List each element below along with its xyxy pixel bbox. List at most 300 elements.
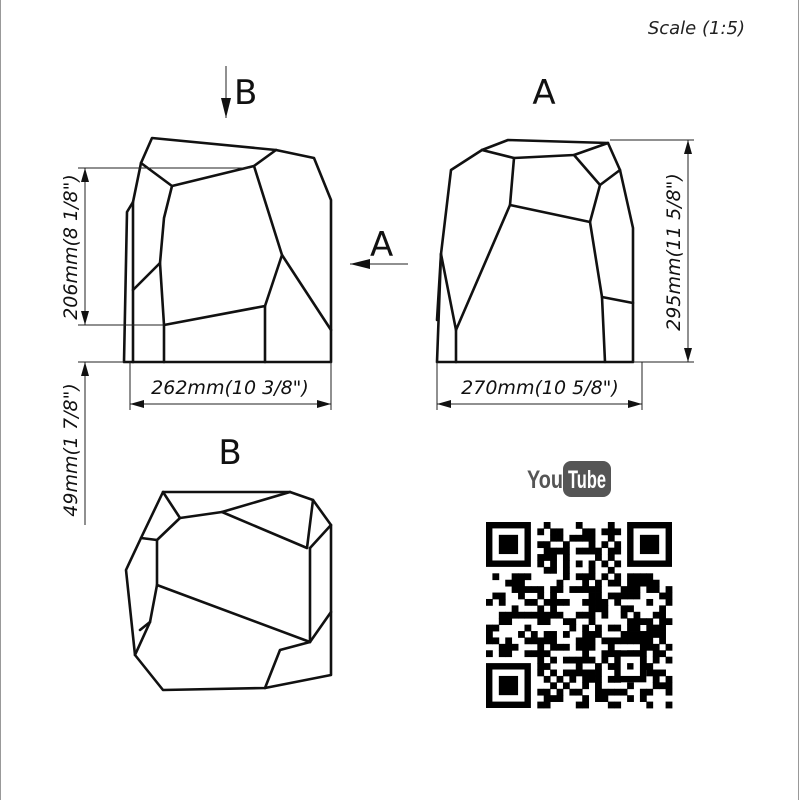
qr-module [595, 548, 602, 555]
qr-module [646, 670, 653, 677]
qr-module [595, 554, 602, 561]
base-height-label: 49mm(1 7/8") [60, 383, 82, 517]
qr-alignment-center [627, 663, 633, 669]
qr-module [595, 631, 602, 638]
qr-module [589, 560, 596, 567]
qr-module [499, 599, 506, 606]
qr-module [666, 599, 673, 606]
qr-module [608, 593, 615, 600]
qr-module [614, 689, 621, 696]
qr-module [653, 657, 660, 664]
qr-module [666, 586, 673, 593]
qr-module [550, 554, 557, 561]
qr-module [659, 631, 666, 638]
qr-module [646, 599, 653, 606]
dimension-arrow [437, 400, 451, 408]
qr-module [550, 605, 557, 612]
qr-module [608, 535, 615, 542]
dimension-width-right [437, 362, 642, 410]
qr-module [576, 670, 583, 677]
qr-module [666, 644, 673, 651]
qr-module [524, 637, 531, 644]
qr-module [544, 689, 551, 696]
qr-module [614, 528, 621, 535]
qr-module [537, 618, 544, 625]
qr-module [614, 580, 621, 587]
qr-module [646, 689, 653, 696]
qr-module [557, 535, 564, 542]
side-facet-line [441, 254, 456, 330]
qr-module [544, 637, 551, 644]
qr-module [653, 631, 660, 638]
qr-module [576, 560, 583, 567]
qr-module [589, 535, 596, 542]
qr-module [601, 612, 608, 619]
qr-module [595, 676, 602, 683]
qr-module [601, 637, 608, 644]
qr-module [499, 593, 506, 600]
qr-module [627, 605, 634, 612]
dimension-arrow [81, 311, 89, 325]
qr-module [557, 689, 564, 696]
qr-module [524, 573, 531, 580]
qr-module [524, 612, 531, 619]
dimension-arrow [317, 400, 331, 408]
qr-code[interactable] [486, 522, 672, 708]
qr-module [640, 644, 647, 651]
qr-module [582, 535, 589, 542]
view-b-arrow [221, 66, 257, 118]
qr-module [589, 657, 596, 664]
qr-module [550, 612, 557, 619]
front-facet-line [133, 186, 172, 290]
qr-module [563, 657, 570, 664]
qr-module [582, 644, 589, 651]
qr-module [531, 631, 538, 638]
qr-module [608, 625, 615, 632]
front-facet-line [160, 263, 164, 362]
qr-module [646, 644, 653, 651]
qr-module [582, 637, 589, 644]
qr-module [524, 650, 531, 657]
qr-module [608, 580, 615, 587]
qr-module [486, 650, 493, 657]
qr-module [550, 682, 557, 689]
qr-module [582, 528, 589, 535]
qr-module [659, 625, 666, 632]
qr-module [646, 618, 653, 625]
qr-module [486, 631, 493, 638]
side-facet-line [602, 297, 633, 303]
qr-module [640, 573, 647, 580]
dimension-base-height [60, 362, 124, 525]
view-a-arrow [350, 225, 408, 269]
side-facet-line [482, 143, 608, 158]
qr-module [627, 593, 634, 600]
qr-module [544, 702, 551, 709]
qr-module [518, 612, 525, 619]
qr-module [563, 631, 570, 638]
qr-module [537, 528, 544, 535]
qr-module [531, 612, 538, 619]
top-facet-line [135, 540, 157, 655]
qr-module [646, 573, 653, 580]
qr-module [531, 599, 538, 606]
qr-module [557, 695, 564, 702]
view-a-title: A [532, 73, 556, 113]
qr-module [550, 695, 557, 702]
qr-module [557, 586, 564, 593]
qr-module [582, 573, 589, 580]
qr-module [601, 605, 608, 612]
qr-module [589, 567, 596, 574]
qr-module [659, 682, 666, 689]
qr-module [589, 528, 596, 535]
qr-module [589, 605, 596, 612]
qr-module [634, 618, 641, 625]
qr-module [512, 573, 519, 580]
qr-module [659, 605, 666, 612]
qr-module [634, 612, 641, 619]
top-facet-line [157, 548, 310, 642]
qr-module [621, 689, 628, 696]
qr-module [659, 670, 666, 677]
qr-module [576, 522, 583, 529]
qr-module [627, 625, 634, 632]
qr-module [608, 548, 615, 555]
dimension-width-left [130, 362, 331, 410]
qr-module [634, 625, 641, 632]
qr-module [524, 586, 531, 593]
qr-module [601, 528, 608, 535]
qr-module [544, 663, 551, 670]
qr-module [634, 573, 641, 580]
dimension-arrow [81, 168, 89, 182]
qr-module [499, 612, 506, 619]
qr-module [518, 580, 525, 587]
qr-module [614, 637, 621, 644]
qr-module [582, 631, 589, 638]
qr-module [627, 586, 634, 593]
qr-module [582, 548, 589, 555]
qr-module [569, 618, 576, 625]
qr-module [582, 670, 589, 677]
qr-module [537, 586, 544, 593]
qr-module [537, 644, 544, 651]
qr-module [614, 541, 621, 548]
qr-module [576, 644, 583, 651]
qr-module [595, 580, 602, 587]
qr-module [499, 650, 506, 657]
qr-module [634, 586, 641, 593]
dimension-arrow [684, 348, 692, 362]
qr-module [544, 554, 551, 561]
qr-module [601, 695, 608, 702]
dimension-arrow [130, 400, 144, 408]
qr-module [576, 637, 583, 644]
qr-module [550, 528, 557, 535]
qr-module [550, 657, 557, 664]
qr-module [531, 650, 538, 657]
qr-module [582, 695, 589, 702]
qr-module [544, 522, 551, 529]
qr-module [544, 567, 551, 574]
qr-module [550, 631, 557, 638]
qr-module [653, 676, 660, 683]
qr-module [550, 567, 557, 574]
qr-module [640, 631, 647, 638]
qr-module [589, 631, 596, 638]
view-b-title: B [218, 433, 242, 473]
qr-module [512, 605, 519, 612]
qr-module [601, 689, 608, 696]
youtube-logo [527, 461, 611, 497]
qr-module [601, 599, 608, 606]
qr-module [627, 695, 634, 702]
qr-module [576, 586, 583, 593]
qr-module [614, 702, 621, 709]
qr-module [589, 618, 596, 625]
qr-module [569, 657, 576, 664]
qr-module [582, 650, 589, 657]
qr-module [640, 580, 647, 587]
dimension-height-right [610, 140, 694, 362]
qr-module [569, 670, 576, 677]
qr-module [563, 567, 570, 574]
qr-module [512, 644, 519, 651]
qr-module [608, 702, 615, 709]
qr-module [627, 618, 634, 625]
qr-module [595, 625, 602, 632]
qr-module [640, 637, 647, 644]
top-facet-line [310, 612, 331, 642]
qr-module [486, 637, 493, 644]
qr-module [640, 695, 647, 702]
qr-module [646, 580, 653, 587]
qr-module [505, 612, 512, 619]
qr-module [646, 586, 653, 593]
qr-module [659, 637, 666, 644]
qr-module [595, 599, 602, 606]
qr-module [576, 548, 583, 555]
qr-module [614, 560, 621, 567]
qr-module [563, 682, 570, 689]
qr-module [666, 702, 673, 709]
qr-module [563, 670, 570, 677]
qr-module [582, 657, 589, 664]
qr-module [608, 663, 615, 670]
qr-module [589, 676, 596, 683]
qr-module [518, 573, 525, 580]
qr-module [589, 541, 596, 548]
qr-module [608, 637, 615, 644]
qr-module [524, 599, 531, 606]
qr-finder-center [499, 676, 518, 695]
qr-module [550, 670, 557, 677]
qr-module [627, 580, 634, 587]
qr-module [576, 612, 583, 619]
qr-module [582, 586, 589, 593]
qr-module [582, 599, 589, 606]
qr-module [666, 618, 673, 625]
qr-module [492, 573, 499, 580]
qr-module [576, 663, 583, 670]
qr-module [557, 580, 564, 587]
qr-module [653, 612, 660, 619]
qr-module [640, 618, 647, 625]
qr-module [557, 612, 564, 619]
qr-module [531, 637, 538, 644]
qr-module [492, 625, 499, 632]
qr-module [595, 689, 602, 696]
dimension-arrow [81, 362, 89, 376]
width-right-label: 270mm(10 5/8") [461, 377, 619, 399]
qr-module [627, 682, 634, 689]
qr-module [634, 593, 641, 600]
qr-module [589, 599, 596, 606]
qr-module [518, 593, 525, 600]
qr-module [563, 618, 570, 625]
qr-module [601, 560, 608, 567]
qr-module [486, 599, 493, 606]
qr-module [537, 612, 544, 619]
width-left-label: 262mm(10 3/8") [151, 377, 309, 399]
side-view-a [437, 140, 633, 362]
qr-module [634, 580, 641, 587]
qr-module [563, 541, 570, 548]
qr-module [582, 702, 589, 709]
qr-module [653, 625, 660, 632]
qr-module [595, 663, 602, 670]
qr-module [646, 631, 653, 638]
view-b-arrow-head [221, 98, 231, 118]
qr-module [550, 535, 557, 542]
qr-module [653, 580, 660, 587]
qr-module [569, 535, 576, 542]
top-facet-line [163, 492, 180, 518]
qr-module [608, 567, 615, 574]
qr-module [659, 593, 666, 600]
view-a-arrow-head [350, 259, 370, 269]
qr-module [646, 663, 653, 670]
qr-module [557, 599, 564, 606]
height-left-label: 206mm(8 1/8") [60, 174, 82, 320]
qr-module [544, 541, 551, 548]
qr-module [646, 702, 653, 709]
qr-module [621, 605, 628, 612]
qr-module [499, 618, 506, 625]
top-view-b [126, 492, 331, 690]
qr-module [563, 554, 570, 561]
qr-module [627, 631, 634, 638]
qr-module [608, 644, 615, 651]
top-facet-line [141, 492, 290, 540]
qr-module [537, 605, 544, 612]
qr-module [601, 657, 608, 664]
qr-module [512, 580, 519, 587]
qr-module [582, 580, 589, 587]
qr-module [544, 650, 551, 657]
qr-module [589, 670, 596, 677]
qr-module [589, 644, 596, 651]
qr-module [601, 541, 608, 548]
qr-module [621, 593, 628, 600]
qr-module [563, 644, 570, 651]
qr-module [537, 702, 544, 709]
qr-module [537, 657, 544, 664]
qr-module [544, 695, 551, 702]
height-right-label: 295mm(11 5/8") [663, 173, 685, 331]
qr-module [537, 560, 544, 567]
qr-module [595, 695, 602, 702]
qr-module [576, 535, 583, 542]
dimension-arrow [684, 140, 692, 154]
qr-module [589, 612, 596, 619]
qr-module [505, 618, 512, 625]
qr-finder-center [499, 535, 518, 554]
qr-module [601, 650, 608, 657]
side-facet-line [456, 158, 514, 362]
qr-module [563, 599, 570, 606]
qr-module [614, 548, 621, 555]
qr-module [608, 554, 615, 561]
qr-module [595, 605, 602, 612]
side-facet-line [590, 222, 605, 362]
qr-module [614, 625, 621, 632]
qr-module [608, 528, 615, 535]
dimension-height-left [60, 168, 250, 325]
qr-module [666, 689, 673, 696]
qr-module [537, 554, 544, 561]
qr-module [537, 663, 544, 670]
qr-module [576, 573, 583, 580]
qr-module [544, 618, 551, 625]
qr-module [557, 676, 564, 683]
qr-module [582, 676, 589, 683]
qr-module [505, 580, 512, 587]
qr-module [589, 593, 596, 600]
qr-module [608, 676, 615, 683]
top-facet-line [310, 525, 331, 548]
qr-module [537, 670, 544, 677]
qr-finder-center [640, 535, 659, 554]
qr-module [512, 612, 519, 619]
qr-module [544, 676, 551, 683]
qr-module [621, 586, 628, 593]
qr-module [563, 548, 570, 555]
qr-module [550, 599, 557, 606]
qr-module [537, 593, 544, 600]
qr-module [634, 637, 641, 644]
qr-module [659, 612, 666, 619]
front-facet-line [164, 306, 265, 362]
qr-module [550, 644, 557, 651]
qr-module [557, 528, 564, 535]
qr-module [640, 689, 647, 696]
qr-module [505, 650, 512, 657]
qr-module [576, 689, 583, 696]
side-facet-line [510, 155, 600, 222]
qr-module [569, 689, 576, 696]
qr-module [537, 689, 544, 696]
qr-module [512, 586, 519, 593]
qr-module [569, 586, 576, 593]
qr-module [646, 637, 653, 644]
qr-module [557, 548, 564, 555]
qr-module [582, 612, 589, 619]
qr-module [518, 631, 525, 638]
qr-module [627, 573, 634, 580]
